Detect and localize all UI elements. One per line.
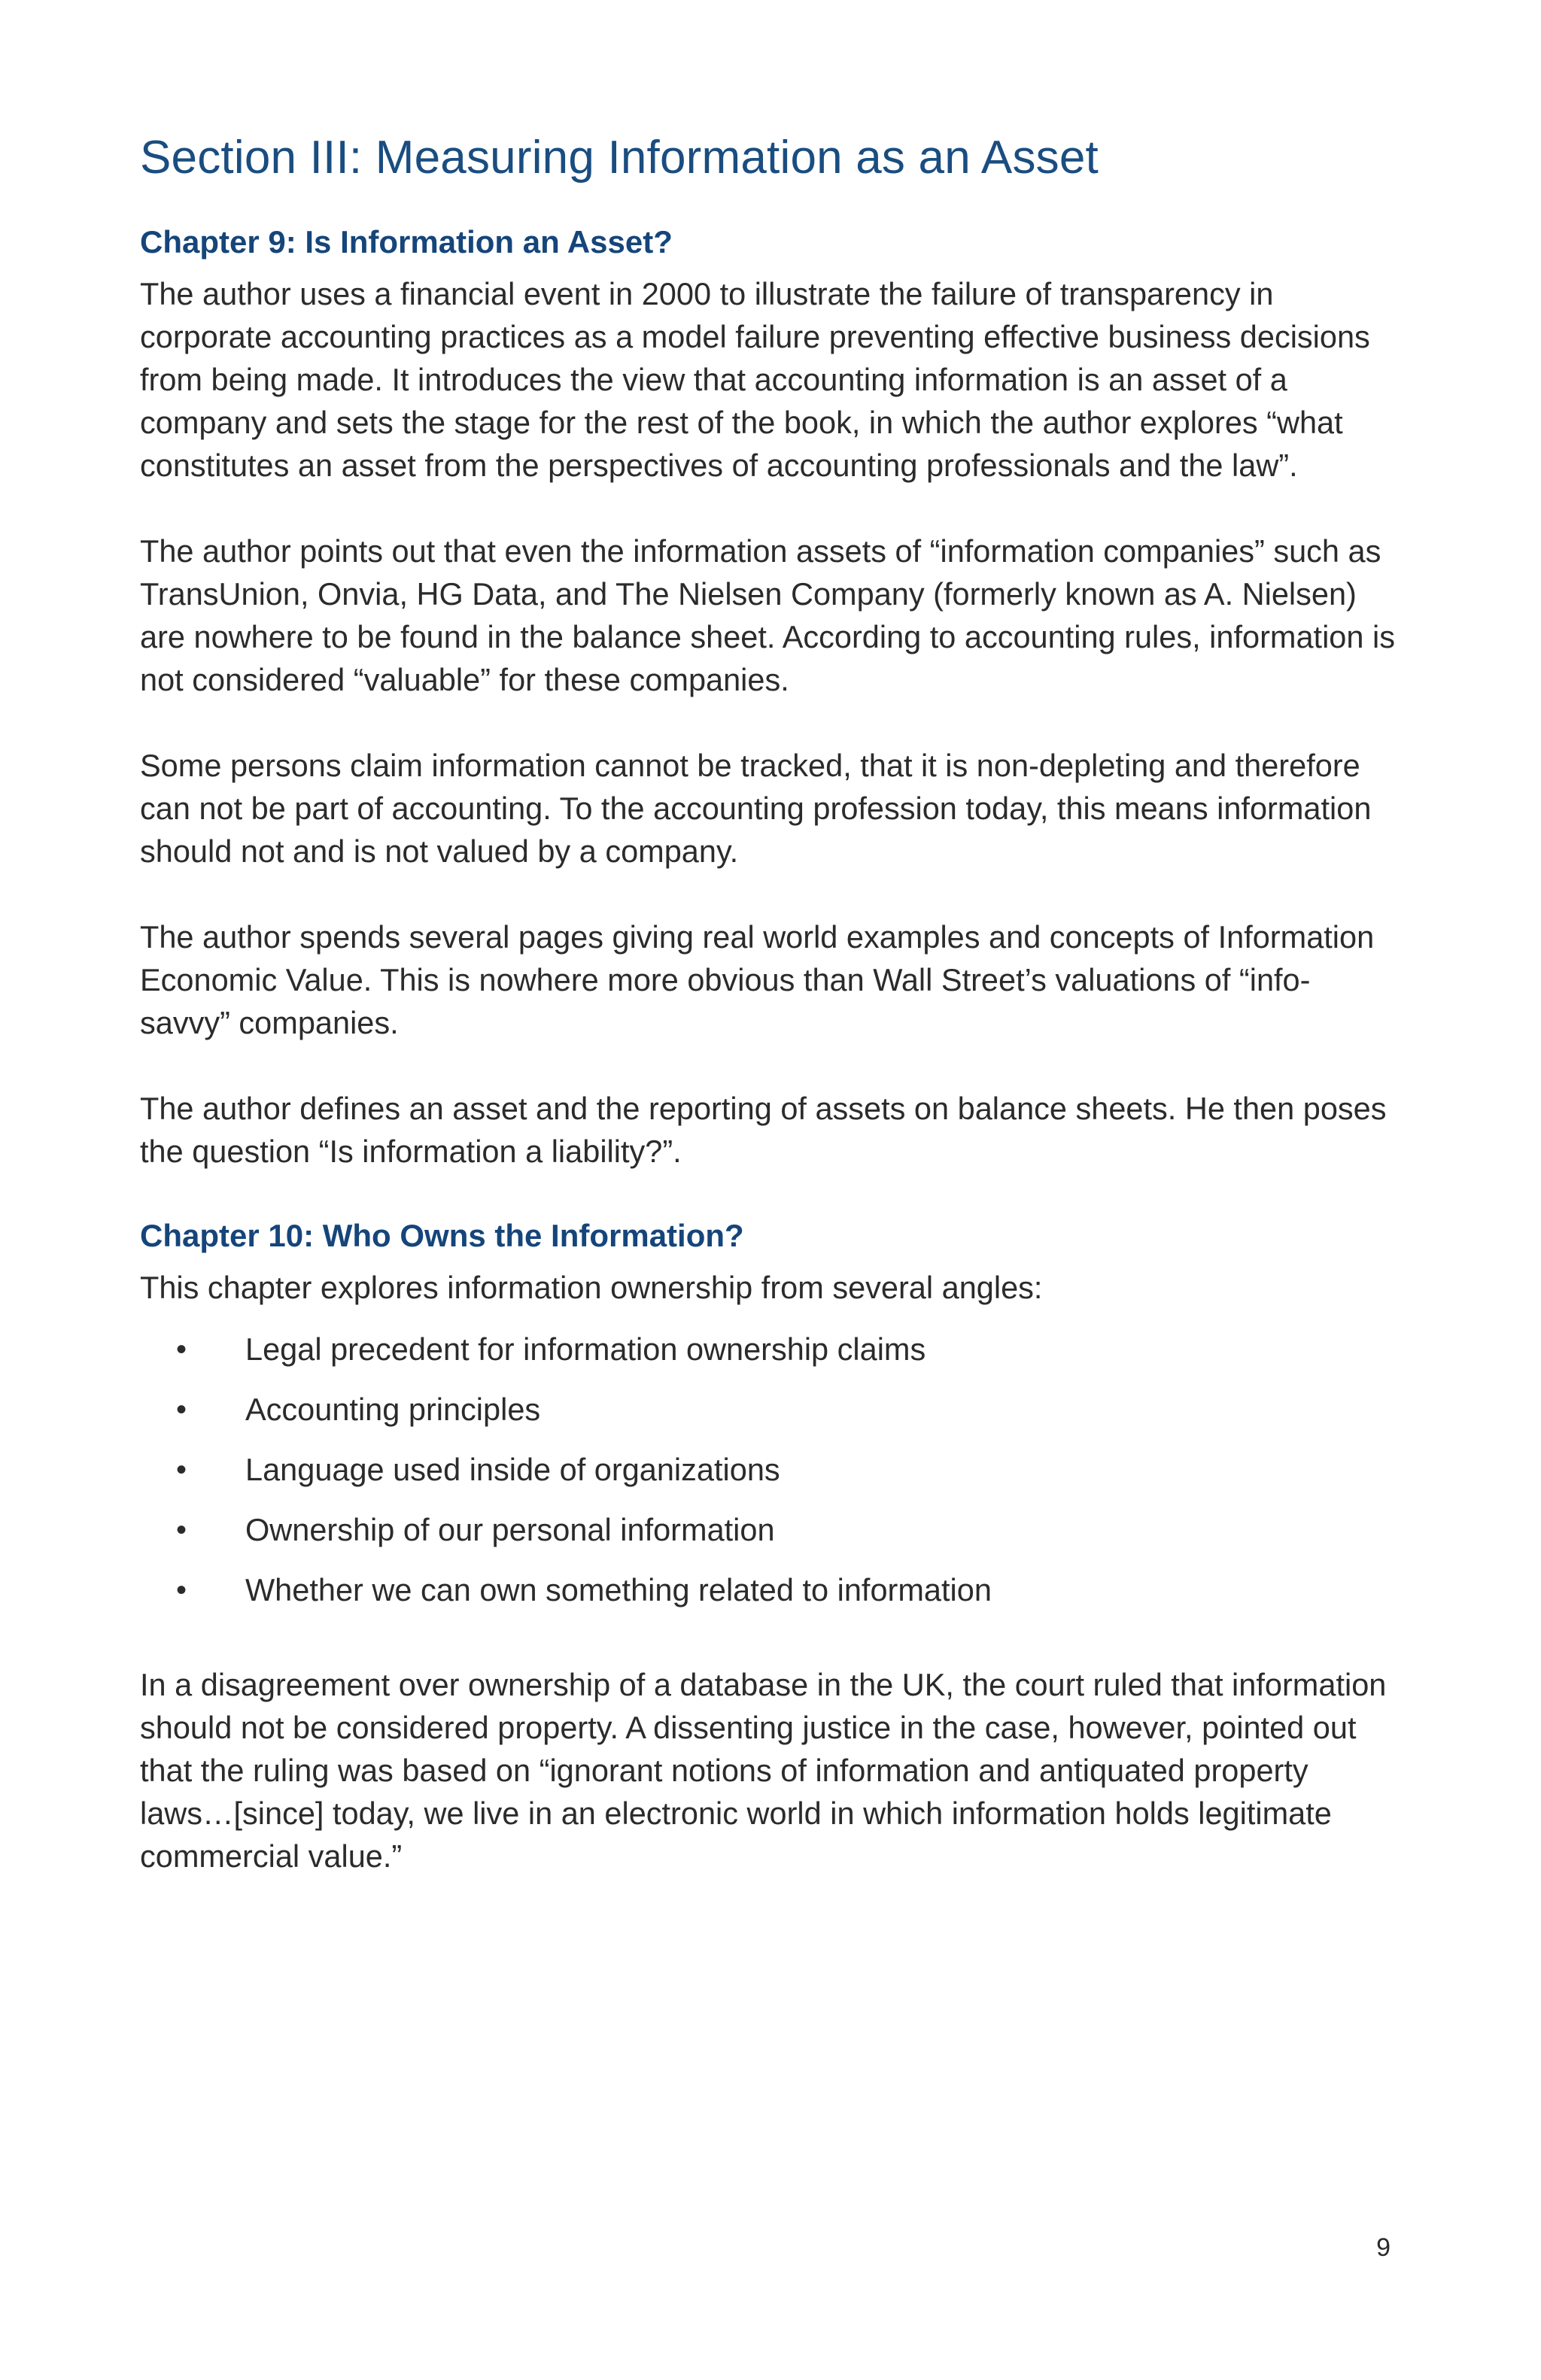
bullet-icon: • [176,1393,187,1426]
bullet-icon: • [176,1513,187,1547]
list-item [140,1319,1397,1380]
chapter-10-closing-paragraph: In a disagreement over ownership of a database in the UK, the court ruled that information should not be considered property. A dissenting justice in the case, however, pointed out that the ruling was based on “ignorant notions of information and antiquated property laws…[since] today, we live in an electronic world in which information holds legitimate commercial value.” [140,1667,1387,1874]
chapter-10-intro: This chapter explores information ownership from several angles: [140,1270,1043,1305]
chapter-9-heading: Chapter 9: Is Information an Asset? [140,224,673,260]
list-item-text: Accounting principles [245,1392,541,1427]
list-item [140,1380,1397,1440]
list-item [140,1560,1397,1620]
list-item-text: Language used inside of organizations [245,1452,780,1487]
chapter-9-paragraph-2: The author points out that even the information assets of “information companies” such as TransUnion, Onvia, HG Data, and The Nielsen Company (formerly known as A. Nielsen) are nowhere to be found in the balance sheet. According to accounting rules, information is not considered “valuable” for these companies. [140,533,1395,697]
bullet-icon: • [176,1574,187,1607]
bullet-icon: • [176,1333,187,1366]
chapter-9-paragraph-3: Some persons claim information cannot be tracked, that it is non-depleting and therefore can not be part of accounting. To the accounting profession today, this means information should not and is not valued by a company. [140,748,1372,869]
list-item [140,1440,1397,1500]
section-title: Section III: Measuring Information as an Asset [140,132,1099,184]
list-item-text: Ownership of our personal information [245,1512,775,1547]
chapter-9-paragraph-5: The author defines an asset and the reporting of assets on balance sheets. He then poses the question “Is information a liability?”. [140,1091,1387,1169]
list-item-text: Whether we can own something related to information [245,1572,992,1607]
chapter-9-paragraph-4: The author spends several pages giving real world examples and concepts of Information Economic Value. This is nowhere more obvious than Wall Street’s valuations of “info-savvy” companies. [140,919,1375,1040]
ownership-angles-list [140,1319,1397,1620]
page-number: 9 [1376,2233,1391,2262]
list-item-text: Legal precedent for information ownership claims [245,1331,926,1367]
chapter-9-paragraph-1: The author uses a financial event in 2000 to illustrate the failure of transparency in corporate accounting practices as a model failure preventing effective business decisions from being made. It introduces the view that accounting information is an asset of a company and sets the stage for the rest of the book, in which the author explores “what constitutes an asset from the perspectives of accounting professionals and the law”. [140,276,1370,483]
bullet-icon: • [176,1453,187,1486]
page-content [140,129,1397,1878]
chapter-10-heading: Chapter 10: Who Owns the Information? [140,1218,744,1253]
list-item [140,1500,1397,1560]
